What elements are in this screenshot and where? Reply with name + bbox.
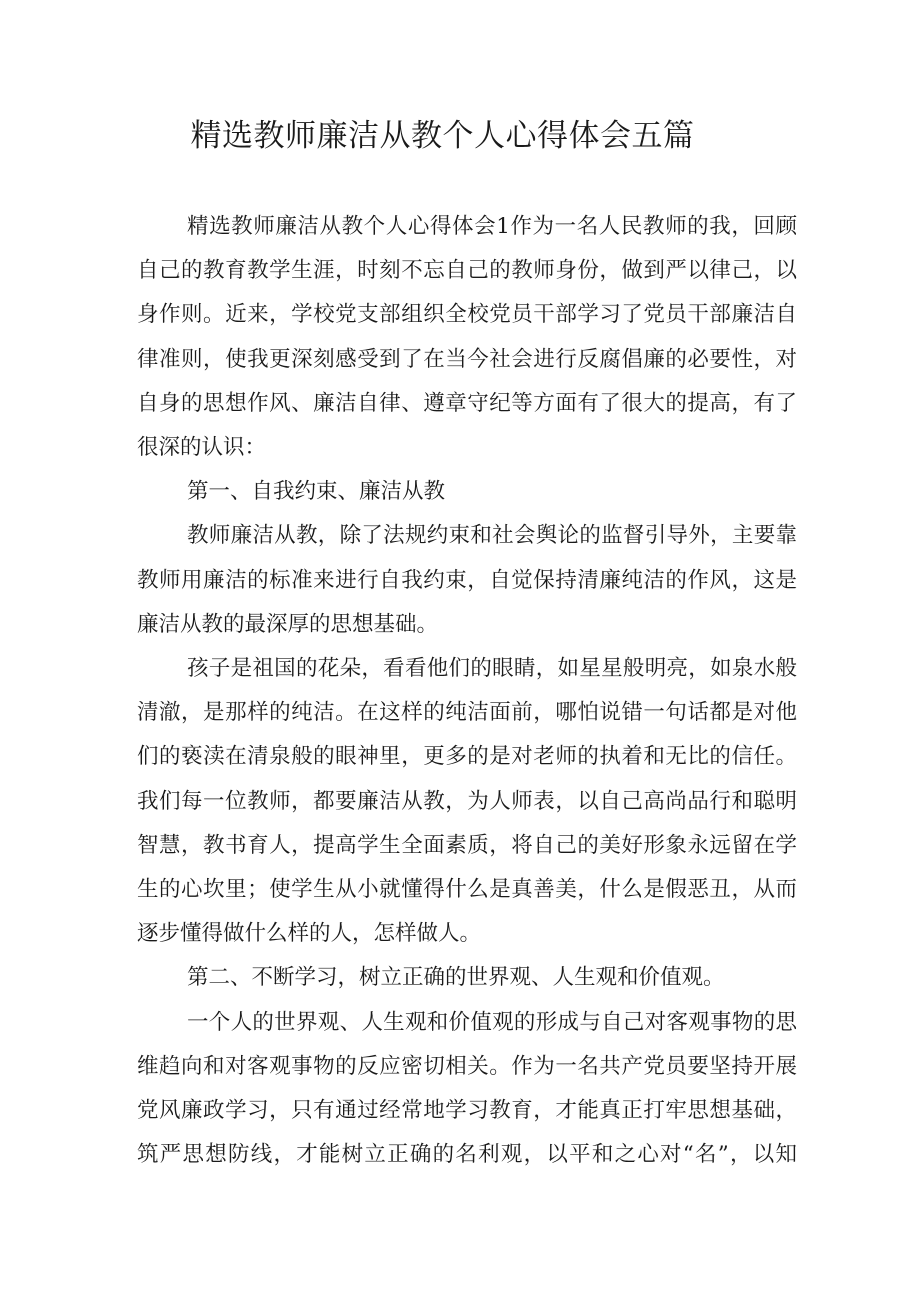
paragraph-line: 教师廉洁从教，除了法规约束和社会舆论的监督引导外，主要靠 — [187, 523, 797, 548]
paragraph-line: 自身的思想作风、廉洁自律、遵章守纪等方面有了很大的提高，有了 — [137, 391, 797, 416]
paragraph-line: 廉洁从教的最深厚的思想基础。 — [137, 612, 439, 637]
paragraph-line: 一个人的世界观、人生观和价值观的形成与自己对客观事物的思 — [187, 1010, 797, 1035]
paragraph-line: 我们每一位教师，都要廉洁从教，为人师表，以自己高尚品行和聪明 — [137, 789, 797, 814]
section-heading: 第一、自我约束、廉洁从教 — [187, 479, 446, 504]
paragraph-line: 智慧，教书育人，提高学生全面素质，将自己的美好形象永远留在学 — [137, 833, 797, 858]
paragraph-line: 逐步懂得做什么样的人，怎样做人。 — [137, 921, 482, 946]
paragraph-line: 律准则，使我更深刻感受到了在当今社会进行反腐倡廉的必要性，对 — [137, 347, 797, 372]
paragraph-line: 生的心坎里；使学生从小就懂得什么是真善美，什么是假恶丑，从而 — [137, 877, 797, 902]
document-title: 精选教师廉洁从教个人心得体会五篇 — [190, 118, 695, 154]
paragraph-line: 身作则。近来，学校党支部组织全校党员干部学习了党员干部廉洁自 — [137, 302, 797, 327]
paragraph-line: 教师用廉洁的标准来进行自我约束，自觉保持清廉纯洁的作风，这是 — [137, 568, 797, 593]
section-heading: 第二、不断学习，树立正确的世界观、人生观和价值观。 — [187, 965, 725, 990]
paragraph-line: 清澈，是那样的纯洁。在这样的纯洁面前，哪怕说错一句话都是对他 — [137, 700, 797, 725]
paragraph-line: 自己的教育教学生涯，时刻不忘自己的教师身份，做到严以律己，以 — [137, 258, 797, 283]
paragraph-line: 很深的认识： — [137, 435, 267, 460]
paragraph-line: 维趋向和对客观事物的反应密切相关。作为一名共产党员要坚持开展 — [137, 1054, 797, 1079]
paragraph-line: 们的亵渎在清泉般的眼神里，更多的是对老师的执着和无比的信任。 — [137, 744, 797, 769]
paragraph-line: 精选教师廉洁从教个人心得体会1作为一名人民教师的我，回顾 — [187, 214, 797, 239]
paragraph-line: 筑严思想防线，才能树立正确的名利观，以平和之心对“名”，以知 — [137, 1142, 797, 1167]
paragraph-line: 孩子是祖国的花朵，看看他们的眼睛，如星星般明亮，如泉水般 — [187, 656, 797, 681]
paragraph-line: 党风廉政学习，只有通过经常地学习教育，才能真正打牢思想基础， — [137, 1098, 797, 1123]
